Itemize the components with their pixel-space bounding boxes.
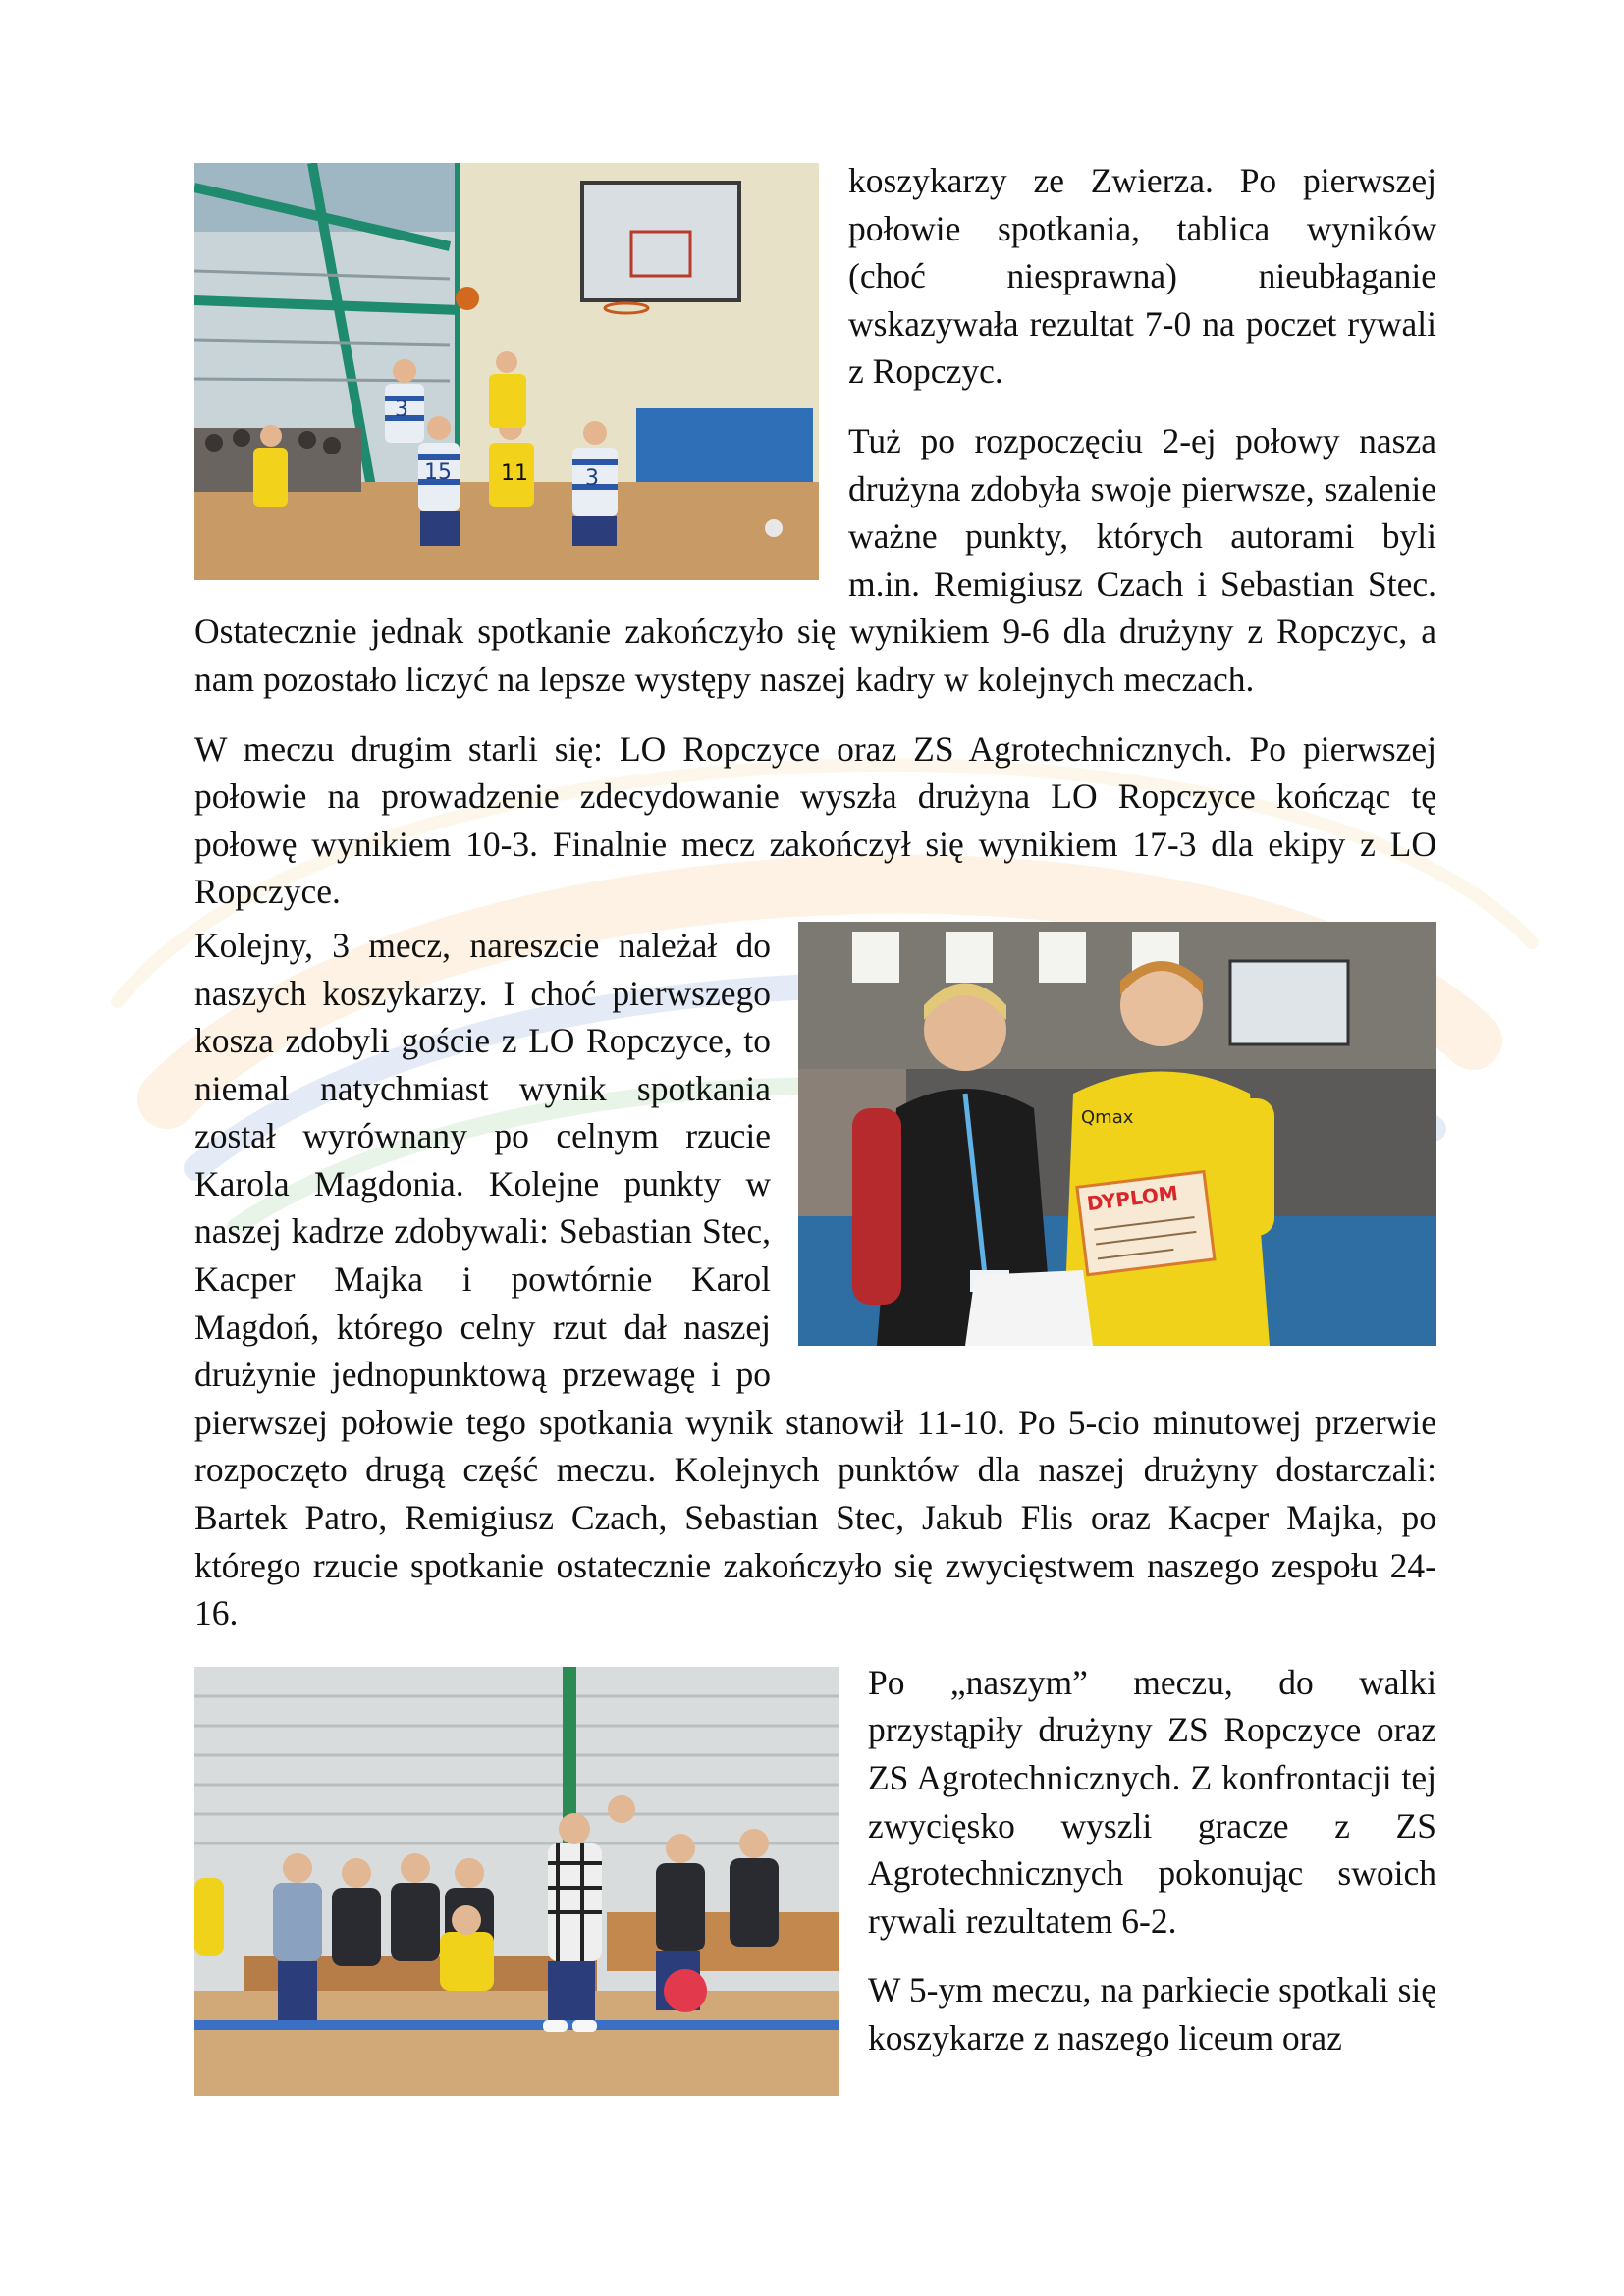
article-body [194, 157, 1436, 2106]
paragraph-4: Kolejny, 3 mecz, nareszcie należał do naszych koszykarzy. I choć pierwszego kosza zdobyli goście z LO Ropczyce, to niemal natychmiast wynik spotkania został wyrównany po celnym rzucie Karola Magdonia. Kolejne punkty w naszej kadrze zdobywali: Sebastian Stec, Kacper Majka i powtórnie Karol Magdoń, którego celny rzut dał naszej drużynie jednopunktową przewagę i po pierwszej połowie tego spotkania wynik stanowił 11-10. Po 5-cio minutowej przerwie rozpoczęto drugą część meczu. Kolejnych punktów dla naszej drużyny dostarczali: Bartek Patro, Remigiusz Czach, Sebastian Stec, Jakub Flis oraz Kacper Majka, po którego rzucie spotkanie ostatecznie zakończyło się zwycięstwem naszego zespołu 24-16. [194, 925, 1436, 1633]
paragraph-5: Po „naszym” meczu, do walki przystąpiły drużyny ZS Ropczyce oraz ZS Agrotechnicznych. Z konfrontacji tej zwycięsko wyszli gracze z ZS Agrotechnicznych pokonując swoich rywali rezultatem 6-2. [868, 1662, 1436, 1941]
jersey-number-4: 3 [585, 466, 599, 491]
jersey-number-2: 15 [424, 460, 452, 485]
paragraph-1: koszykarzy ze Zwierza. Po pierwszej połowie spotkania, tablica wyników (choć niesprawna) nieubłaganie wskazywała rezultat 7-0 na poczet rywali z Ropczyc. [848, 161, 1436, 392]
jersey-number-3: 11 [501, 461, 528, 486]
diploma-title: DYPLOM [1085, 1180, 1180, 1216]
photo-bench-players [194, 1667, 839, 2096]
shirt-brand-logo: Qmax [1081, 1106, 1134, 1128]
jersey-number-1: 3 [395, 398, 408, 422]
paragraph-3: W meczu drugim starli się: LO Ropczyce oraz ZS Agrotechnicznych. Po pierwszej połowie na prowadzenie zdecydowanie wyszła drużyna LO Ropczyce kończąc tę połowę wynikiem 10-3. Finalnie mecz zakończył się wynikiem 17-3 dla ekipy z LO Ropczyce. [194, 728, 1436, 912]
paragraph-6: W 5-ym meczu, na parkiecie spotkali się koszykarze z naszego liceum oraz [868, 1970, 1436, 2057]
photo-basketball-game [194, 163, 819, 580]
paragraph-2: Tuż po rozpoczęciu 2-ej połowy nasza drużyna zdobyła swoje pierwsze, szalenie ważne punkty, których autorami byli m.in. Remigiusz Czach i Sebastian Stec. Ostatecznie jednak spotkanie zakończyło się wynikiem 9-6 dla drużyny z Ropczyc, a nam pozostało liczyć na lepsze występy naszej kadry w kolejnych meczach. [194, 420, 1436, 699]
photo-award-diploma [798, 922, 1436, 1346]
